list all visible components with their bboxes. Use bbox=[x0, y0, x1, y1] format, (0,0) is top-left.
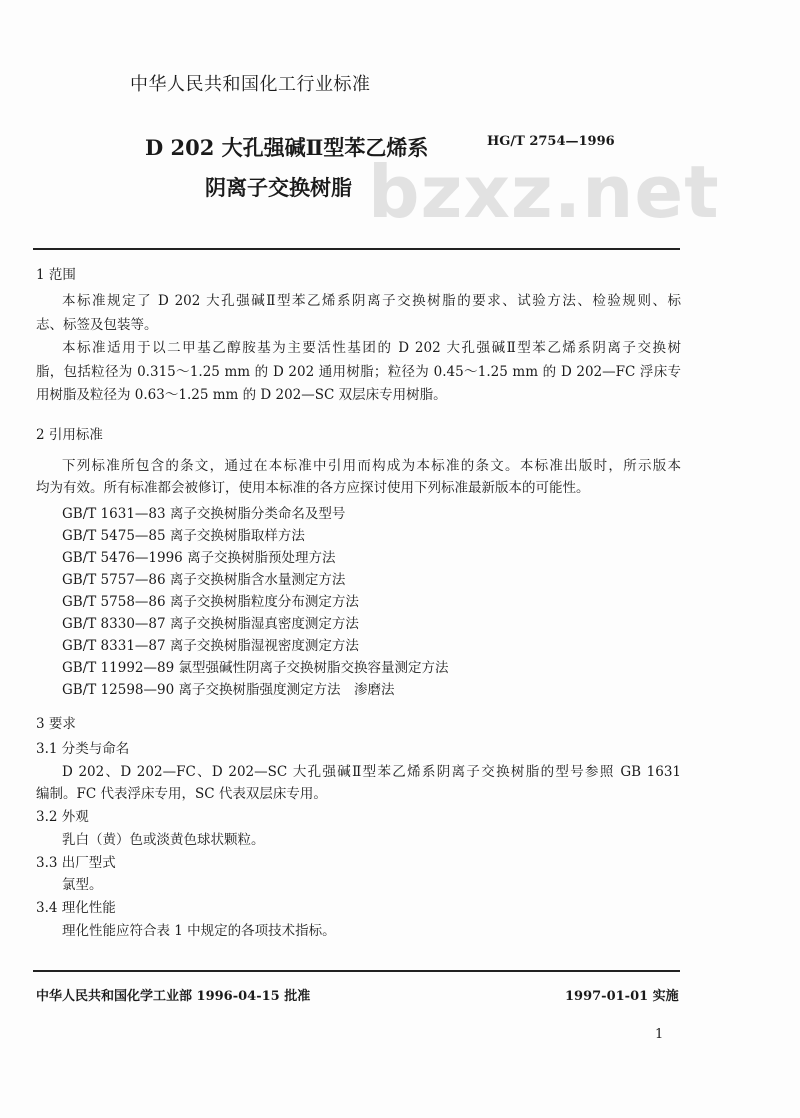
ref-code: GB/T 5758—86 bbox=[62, 594, 166, 610]
ref-code: GB/T 5757—86 bbox=[62, 572, 166, 588]
header-issuer: 中华人民共和国化工行业标准 bbox=[130, 74, 371, 95]
reference-list bbox=[62, 503, 448, 701]
ref-title: 离子交换树脂粒度分布测定方法 bbox=[169, 594, 359, 610]
section-2-body bbox=[36, 455, 681, 499]
section-1-heading: 1 范围 bbox=[36, 267, 76, 283]
text-line: 乳白（黄）色或淡黄色球状颗粒。 bbox=[62, 831, 265, 848]
reference-item bbox=[62, 591, 448, 613]
page-number: 1 bbox=[655, 1027, 664, 1042]
reference-item bbox=[62, 635, 448, 657]
section-3-body bbox=[36, 738, 681, 942]
watermark: bzxz.net bbox=[368, 150, 720, 234]
bottom-divider bbox=[33, 970, 680, 972]
reference-item bbox=[62, 503, 448, 525]
approval-date: 中华人民共和国化学工业部 1996-04-15 批准 bbox=[36, 989, 311, 1004]
reference-item bbox=[62, 613, 448, 635]
ref-code: GB/T 8330—87 bbox=[62, 616, 166, 632]
ref-code: GB/T 11992—89 bbox=[62, 660, 175, 676]
reference-item bbox=[62, 657, 448, 679]
text-line: 编制。FC 代表浮床专用，SC 代表双层床专用。 bbox=[36, 786, 327, 803]
implementation-date: 1997-01-01 实施 bbox=[565, 989, 679, 1004]
ref-title: 离子交换树脂预处理方法 bbox=[187, 550, 336, 566]
section-1-body bbox=[36, 290, 681, 408]
reference-item bbox=[62, 547, 448, 569]
ref-title: 离子交换树脂强度测定方法 渗磨法 bbox=[178, 682, 395, 698]
section-2-heading: 2 引用标准 bbox=[36, 427, 103, 443]
ref-code: GB/T 5475—85 bbox=[62, 528, 166, 544]
standard-code: HG/T 2754—1996 bbox=[487, 134, 615, 149]
text-line: 本标准规定了 D 202 大孔强碱Ⅱ型苯乙烯系阴离子交换树脂的要求、试验方法、检验规则、标 bbox=[62, 293, 681, 309]
ref-code: GB/T 12598—90 bbox=[62, 682, 175, 698]
ref-code: GB/T 1631—83 bbox=[62, 506, 166, 522]
section-3-2-heading: 3.2 外观 bbox=[36, 809, 89, 826]
text-line: 氯型。 bbox=[62, 877, 103, 894]
section-3-1-heading: 3.1 分类与命名 bbox=[36, 741, 130, 757]
text-line: 下列标准所包含的条文，通过在本标准中引用而构成为本标准的条文。本标准出版时，所示版本 bbox=[62, 458, 681, 474]
section-3-3-heading: 3.3 出厂型式 bbox=[36, 854, 116, 871]
title-line-1: D 202 大孔强碱Ⅱ型苯乙烯系 bbox=[145, 135, 429, 160]
title-line-2: 阴离子交换树脂 bbox=[205, 175, 352, 200]
ref-title: 离子交换树脂湿真密度测定方法 bbox=[169, 616, 359, 632]
section-3-4-heading: 3.4 理化性能 bbox=[36, 899, 116, 916]
ref-title: 离子交换树脂分类命名及型号 bbox=[169, 506, 346, 522]
ref-title: 离子交换树脂取样方法 bbox=[169, 528, 305, 544]
text-line: 用树脂及粒径为 0.63～1.25 mm 的 D 202—SC 双层床专用树脂。 bbox=[36, 387, 447, 403]
text-line: 本标准适用于以二甲基乙醇胺基为主要活性基团的 D 202 大孔强碱Ⅱ型苯乙烯系阴离子交换树 bbox=[62, 340, 681, 356]
text-line: 志、标签及包装等。 bbox=[36, 316, 158, 333]
top-divider bbox=[33, 248, 680, 250]
ref-code: GB/T 8331—87 bbox=[62, 638, 166, 654]
reference-item bbox=[62, 679, 448, 701]
ref-title: 离子交换树脂湿视密度测定方法 bbox=[169, 638, 359, 654]
ref-title: 离子交换树脂含水量测定方法 bbox=[169, 572, 346, 588]
ref-title: 氯型强碱性阴离子交换树脂交换容量测定方法 bbox=[178, 660, 449, 676]
text-line: 均为有效。所有标准都会被修订，使用本标准的各方应探讨使用下列标准最新版本的可能性。 bbox=[36, 480, 590, 496]
text-line: 脂，包括粒径为 0.315～1.25 mm 的 D 202 通用树脂；粒径为 0.45～1.25 mm 的 D 202—FC 浮床专 bbox=[36, 363, 681, 380]
text-line: 理化性能应符合表 1 中规定的各项技术指标。 bbox=[62, 922, 336, 939]
reference-item bbox=[62, 569, 448, 591]
ref-code: GB/T 5476—1996 bbox=[62, 550, 183, 566]
text-line: D 202、D 202—FC、D 202—SC 大孔强碱Ⅱ型苯乙烯系阴离子交换树脂的型号参照 GB 1631 bbox=[62, 763, 681, 780]
section-3-heading: 3 要求 bbox=[36, 716, 76, 732]
reference-item bbox=[62, 525, 448, 547]
